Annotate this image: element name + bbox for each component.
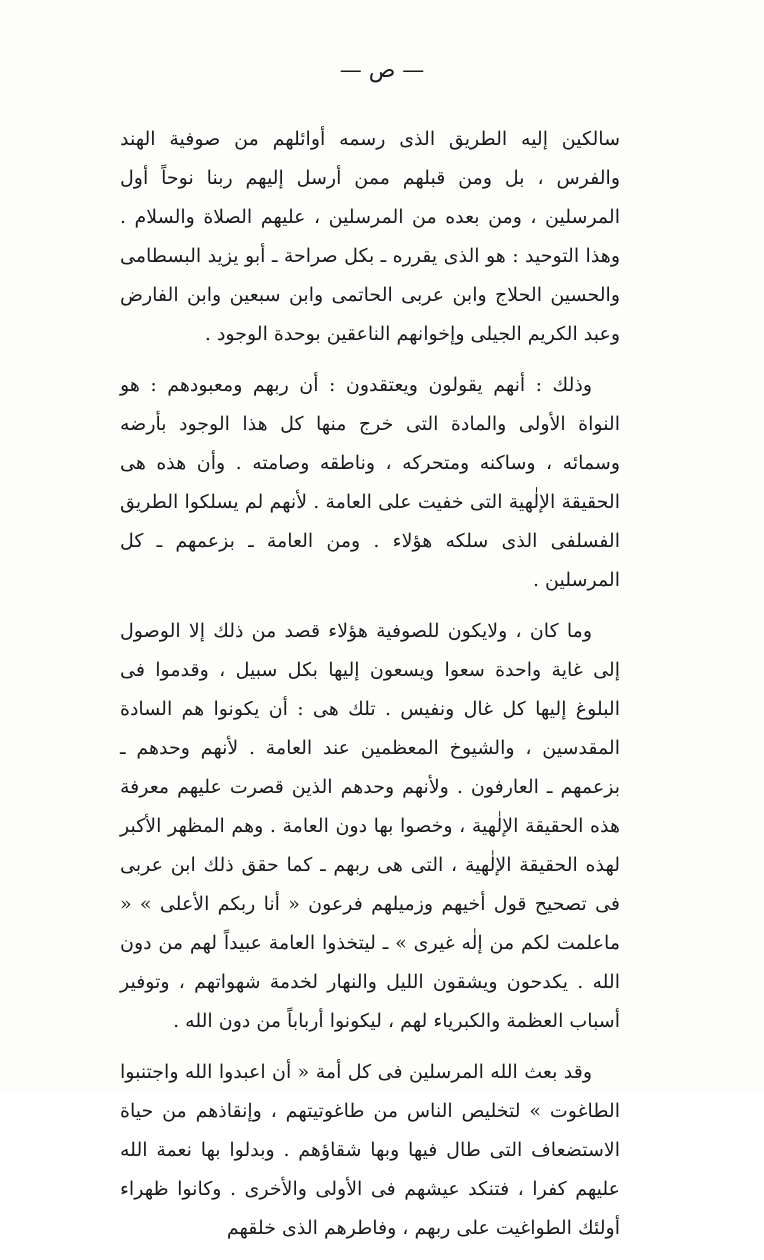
paragraph-3: وما كان ، ولايكون للصوفية هؤلاء قصد من ذلك إلا الوصول إلى غاية واحدة سعوا ويسعون إليها بكل سبيل ، وقدموا فى البلوغ إليها كل غال ونفيس . تلك هى : أن يكونوا هم السادة المقدسين ، والشيوخ المعظمين عند العامة . لأنهم وحدهم ـ بزعمهم ـ العارفون . ولأنهم وحدهم الذين قصرت عليهم معرفة هذه الحقيقة الإلٰهية ، وخصوا بها دون العامة . وهم المظهر الأكبر لهذه الحقيقة الإلٰهية ، التى هى ربهم ـ كما حقق ذلك ابن عربى فى تصحيح قول أخيهم وزميلهم فرعون « أنا ربكم الأعلى » « ماعلمت لكم من إلٰه غيرى » ـ ليتخذوا العامة عبيداً لهم من دون الله . يكدحون ويشقون الليل والنهار لخدمة شهواتهم ، وتوفير أسباب العظمة والكبرياء لهم ، ليكونوا أرباباً من دون الله . [120,620,620,1032]
paragraph-2: وذلك : أنهم يقولون ويعتقدون : أن ربهم ومعبودهم : هو النواة الأولى والمادة التى خرج منها كل هذا الوجود بأرضه وسمائه ، وساكنه ومتحركه ، وناطقه وصامته . وأن هذه هى الحقيقة الإلٰهية التى خفيت على العامة . لأنهم لم يسلكوا الطريق الفسلفى الذى سلكه هؤلاء . ومن العامة ـ بزعمهم ـ كل المرسلين . [120,374,620,591]
page-number-header: — ص — [339,58,425,83]
body-text [120,120,620,1260]
paragraph-1: سالكين إليه الطريق الذى رسمه أوائلهم من صوفية الهند والفرس ، بل ومن قبلهم ممن أرسل إليهم ربنا نوحاً أول المرسلين ، ومن بعده من المرسلين ، عليهم الصلاة والسلام . وهذا التوحيد : هو الذى يقرره ـ بكل صراحة ـ أبو يزيد البسطامى والحسين الحلاج وابن عربى الحاتمى وابن سبعين وابن الفارض وعبد الكريم الجيلى وإخوانهم الناعقين بوحدة الوجود . [120,128,620,345]
paragraph-4: وقد بعث الله المرسلين فى كل أمة « أن اعبدوا الله واجتنبوا الطاغوت » لتخليص الناس من طاغوتيتهم ، وإنقاذهم من حياة الاستضعاف التى طال فيها وبها شقاؤهم . وبدلوا بها نعمة الله عليهم كفرا ، فتنكد عيشهم فى الأولى والأخرى . وكانوا ظهراء أولئك الطواغيت على ربهم ، وفاطرهم الذى خلقهم [120,1061,620,1239]
